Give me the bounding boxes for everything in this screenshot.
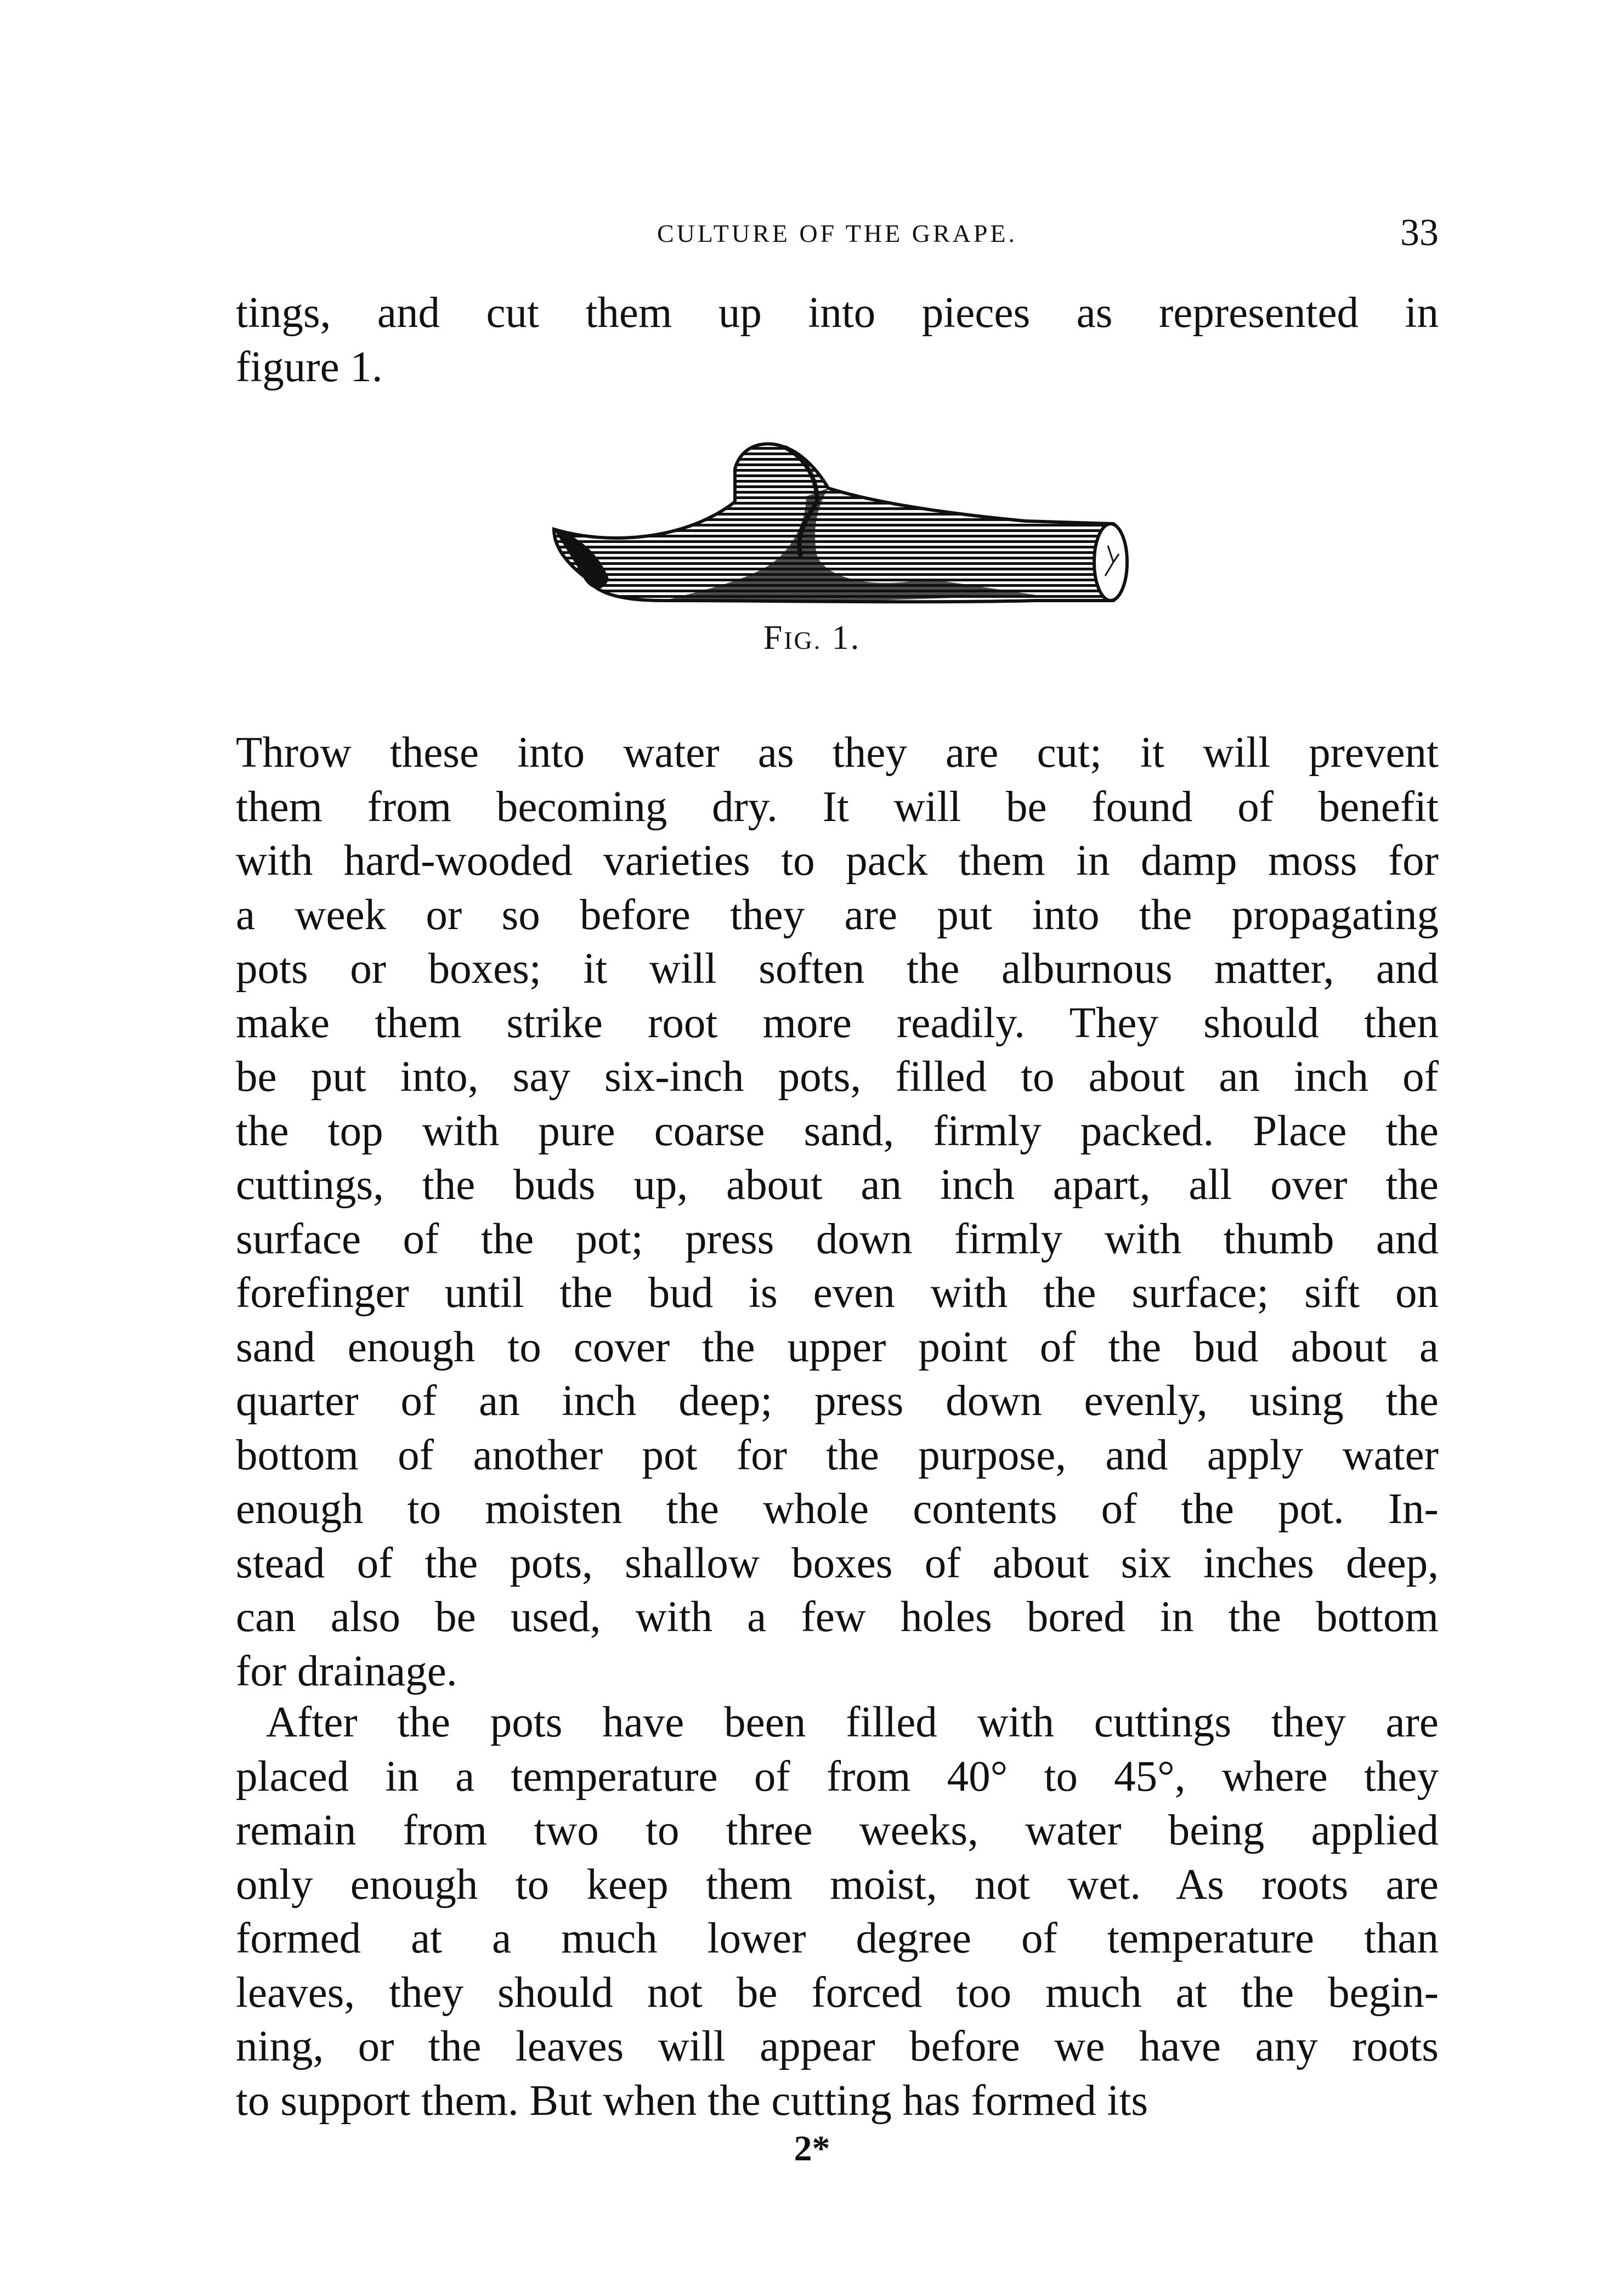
text-line: with hard-wooded varieties to pack them in damp moss for xyxy=(236,837,1439,885)
text-line: placed in a temperature of from 40° to 45°, where they xyxy=(236,1752,1439,1801)
text-line: bottom of another pot for the purpose, and apply water xyxy=(236,1431,1439,1479)
text-line: Throw these into water as they are cut; it will prevent xyxy=(236,729,1439,777)
text-line: cuttings, the buds up, about an inch apart, all over the xyxy=(236,1161,1439,1209)
text-line: quarter of an inch deep; press down evenly, using the xyxy=(236,1377,1439,1425)
text-line: stead of the pots, shallow boxes of about six inches deep, xyxy=(236,1539,1439,1587)
text-line: be put into, say six-inch pots, filled to about an inch of xyxy=(236,1053,1439,1101)
text-line: can also be used, with a few holes bored in the bottom xyxy=(236,1593,1439,1641)
text-line: remain from two to three weeks, water being applied xyxy=(236,1807,1439,1854)
text-line: leaves, they should not be forced too much at the begin- xyxy=(236,1968,1439,2017)
caption-number: 1. xyxy=(822,619,861,656)
page-number: 33 xyxy=(1400,212,1439,254)
text-line: a week or so before they are put into the propagating xyxy=(236,891,1439,939)
text-line: formed at a much lower degree of temperature than xyxy=(236,1915,1439,1962)
text-line: only enough to keep them moist, not wet. As roots are xyxy=(236,1860,1439,1909)
text-line: After the pots have been filled with cuttings they are xyxy=(266,1699,1439,1746)
text-line: the top with pure coarse sand, firmly packed. Place the xyxy=(236,1107,1439,1155)
text-line: for drainage. xyxy=(236,1647,457,1695)
text-line: ning, or the leaves will appear before we have any roots xyxy=(236,2023,1439,2070)
caption-smallcaps: IG. xyxy=(784,626,822,654)
caption-initial: F xyxy=(763,619,784,656)
text-line: sand enough to cover the upper point of the bud about a xyxy=(236,1323,1439,1371)
running-head xyxy=(236,211,1439,255)
text-line: forefinger until the bud is even with the surface; sift on xyxy=(236,1269,1439,1317)
running-head-title: CULTURE OF THE GRAPE. xyxy=(657,219,1018,247)
text-line: enough to moisten the whole contents of the pot. In- xyxy=(236,1485,1439,1533)
text-line: pots or boxes; it will soften the alburnous matter, and xyxy=(236,945,1439,993)
text-line: to support them. But when the cutting has formed its xyxy=(236,2076,1148,2125)
text-line: figure 1. xyxy=(236,343,383,391)
text-line: make them strike root more readily. They should then xyxy=(236,999,1439,1047)
grape-cutting-illustration-icon xyxy=(543,436,1135,612)
signature-mark: 2* xyxy=(794,2129,830,2169)
text-line: them from becoming dry. It will be found of benefit xyxy=(236,783,1439,831)
text-line: tings, and cut them up into pieces as represented in xyxy=(236,289,1439,337)
text-line: surface of the pot; press down firmly with thumb and xyxy=(236,1215,1439,1263)
figure-caption xyxy=(0,619,1624,658)
